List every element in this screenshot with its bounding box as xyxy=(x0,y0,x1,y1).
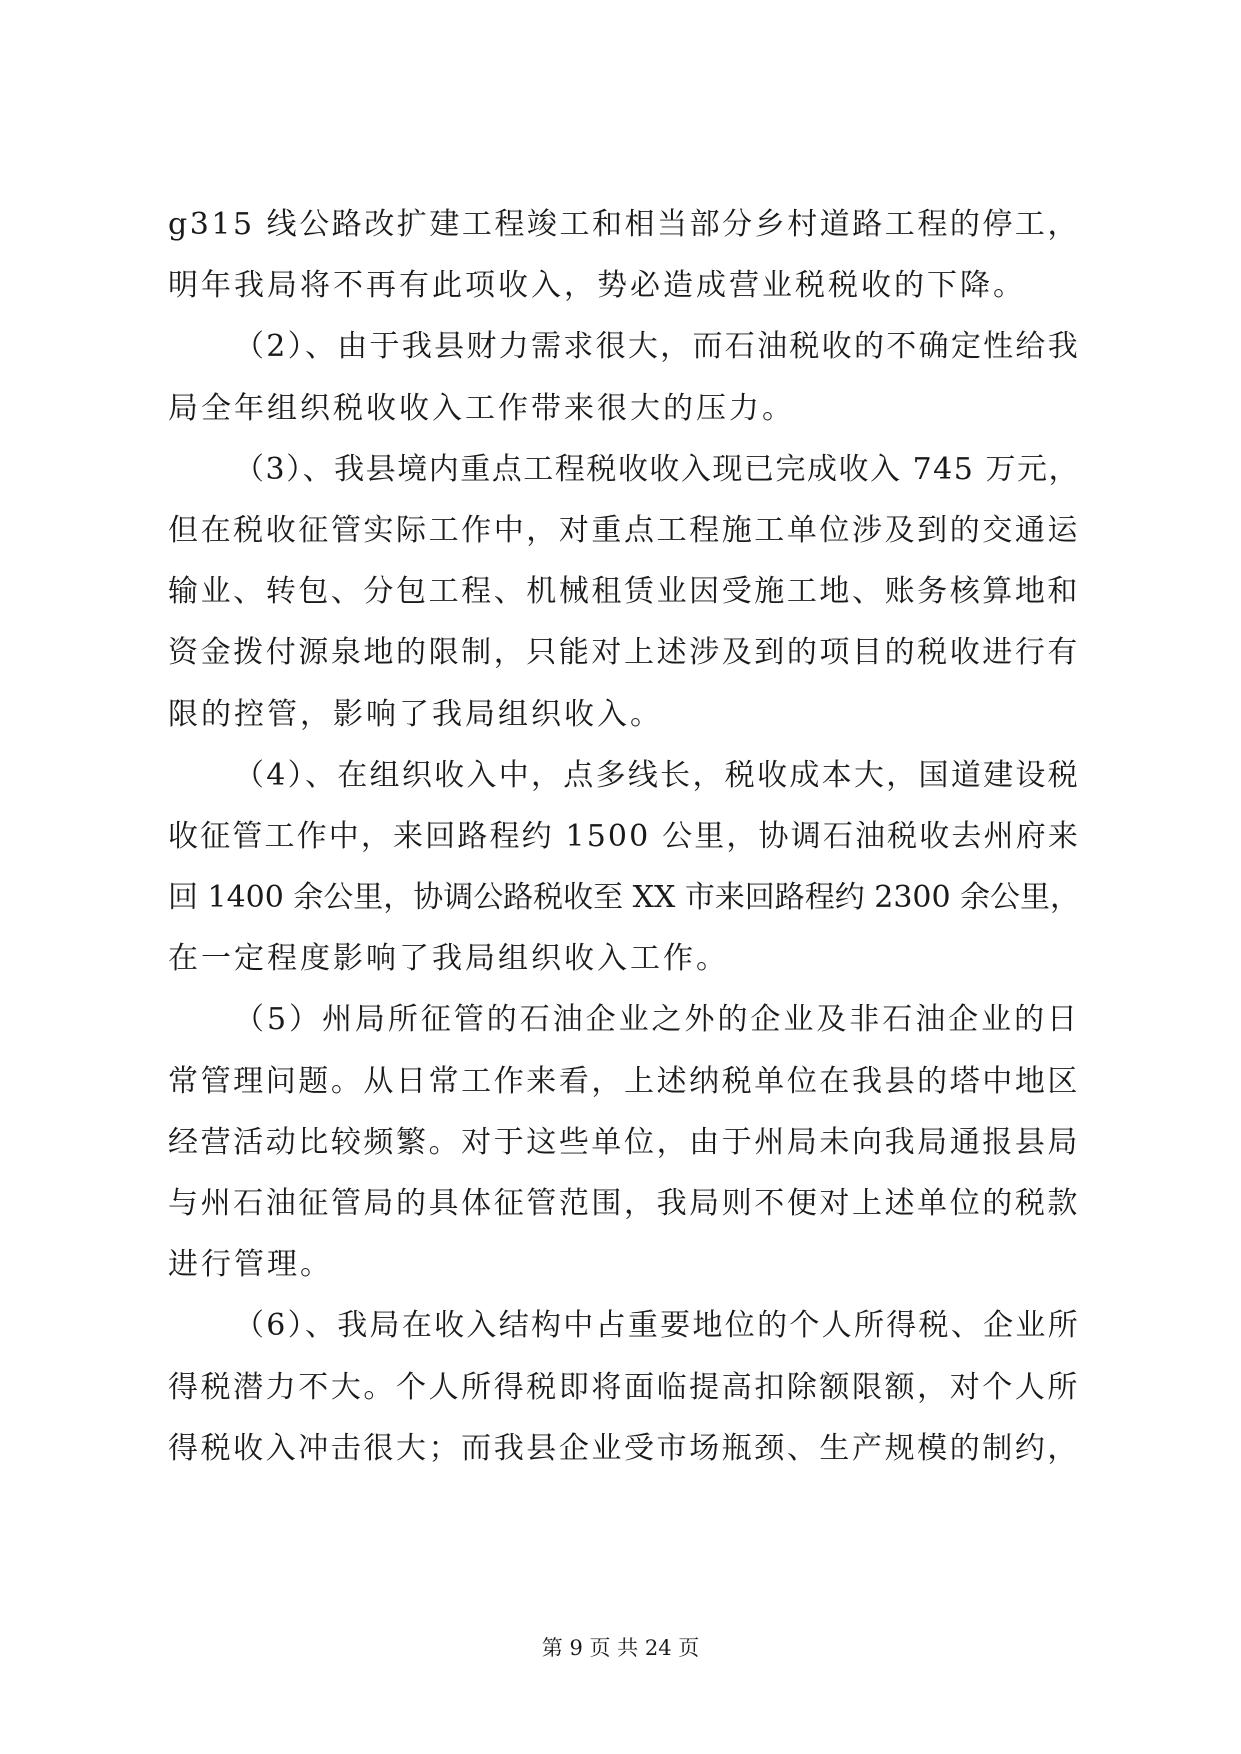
text-line: 回 1400 余公里，协调公路税收至 XX 市来回路程约 2300 余公里， xyxy=(168,880,1080,916)
text-line: 在一定程度影响了我局组织收入工作。 xyxy=(168,941,729,977)
text-line: 但在税收征管实际工作中，对重点工程施工单位涉及到的交通运 xyxy=(168,512,1080,548)
text-line: 与州石油征管局的具体征管范围，我局则不便对上述单位的税款 xyxy=(168,1186,1080,1221)
text-line: （5）州局所征管的石油企业之外的企业及非石油企业的日 xyxy=(234,1002,1080,1038)
text-line: 得税收入冲击很大；而我县企业受市场瓶颈、生产规模的制约， xyxy=(168,1430,1080,1466)
text-line: （4）、在组织收入中，点多线长，税收成本大，国道建设税 xyxy=(234,757,1080,793)
text-line: 得税潜力不大。个人所得税即将面临提高扣除额限额，对个人所 xyxy=(168,1369,1080,1405)
text-line: 常管理问题。从日常工作来看，上述纳税单位在我县的塔中地区 xyxy=(168,1063,1080,1099)
text-line: （6）、我局在收入结构中占重要地位的个人所得税、企业所 xyxy=(234,1308,1080,1344)
text-line: 经营活动比较频繁。对于这些单位，由于州局未向我局通报县局 xyxy=(168,1124,1080,1160)
text-line: g315 线公路改扩建工程竣工和相当部分乡村道路工程的停工， xyxy=(168,207,1080,242)
text-line: 输业、转包、分包工程、机械租赁业因受施工地、账务核算地和 xyxy=(168,574,1080,610)
text-line: 资金拨付源泉地的限制，只能对上述涉及到的项目的税收进行有 xyxy=(168,635,1080,671)
page-footer: 第 9 页 共 24 页 xyxy=(541,1636,700,1660)
text-line: （2）、由于我县财力需求很大，而石油税收的不确定性给我 xyxy=(234,329,1080,365)
text-line: 进行管理。 xyxy=(168,1247,333,1283)
text-line: 局全年组织税收收入工作带来很大的压力。 xyxy=(168,390,795,426)
text-line: （3）、我县境内重点工程税收收入现已完成收入 745 万元， xyxy=(234,451,1080,487)
text-line: 限的控管，影响了我局组织收入。 xyxy=(168,696,663,732)
text-line: 收征管工作中，来回路程约 1500 公里，协调石油税收去州府来 xyxy=(168,818,1080,854)
body-text xyxy=(168,205,1080,1490)
text-line: 明年我局将不再有此项收入，势必造成营业税税收的下降。 xyxy=(168,268,1026,304)
